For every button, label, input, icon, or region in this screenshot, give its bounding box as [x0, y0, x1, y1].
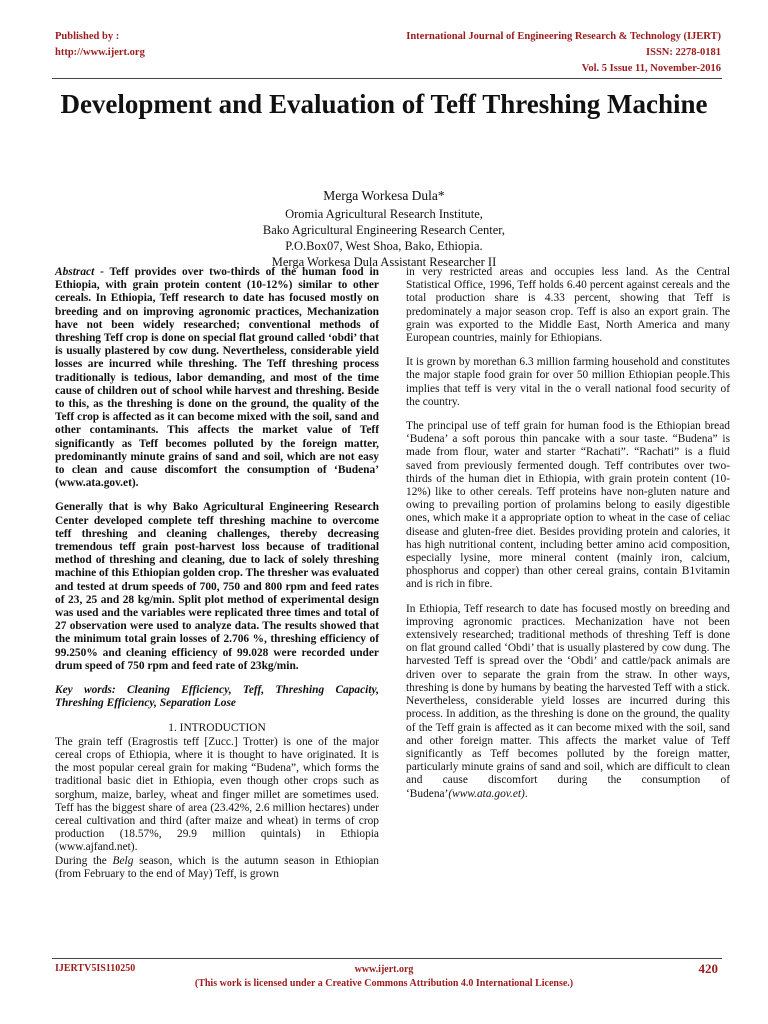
- header-divider: [52, 78, 722, 79]
- intro-text: season, which is the autumn season in Ethiopian (from February to the end of May) Teff, is grown: [55, 854, 379, 880]
- affiliation-line: P.O.Box07, West Shoa, Bako, Ethiopia.: [285, 239, 483, 253]
- paper-title: Development and Evaluation of Teff Threshing Machine: [60, 89, 708, 119]
- body-text: In Ethiopia, Teff research to date has focused mostly on breeding and improving agronomic practices. Mechanization have not been extensively researched; traditional methods of threshing Teff is done on flat ground called ‘Obdi’ that is usually plastered by cow dung. The harvested Teff is spread over the ‘Obdi’ and cattle/pack animals are driven over to separate the grain from the straw. In other ways, threshing is done by humans by beating the harvested Teff with a stick. Nevertheless, considerable yield losses are incurred during this process. In addition, as the threshing is done on the ground, the quality of the Teff grain is affected as it can become mixed with the soil, sand and other foreign matter. This affects the market value of Teff significantly as Teff becomes polluted by the foreign matter, particularly minute grains of sand and soil, which are difficult to clean and cause discomfort during the consumption of ‘Budena’: [406, 602, 730, 800]
- footer-url-link[interactable]: www.ijert.org: [354, 964, 414, 975]
- intro-text: During the: [55, 854, 113, 867]
- volume-issue: Vol. 5 Issue 11, November-2016: [581, 63, 721, 74]
- published-by-label: Published by :: [55, 31, 120, 42]
- right-column: [406, 266, 730, 812]
- affiliation-line: Oromia Agricultural Research Institute,: [285, 207, 483, 221]
- page-number: 420: [698, 961, 718, 976]
- abstract-paragraph: [55, 266, 379, 490]
- author-name: Merga Workesa Dula*: [323, 188, 445, 203]
- site-url-link[interactable]: http://www.ijert.org: [55, 47, 145, 58]
- intro-paragraph-2: [55, 855, 379, 881]
- footer-divider: [52, 958, 722, 959]
- paper-code: IJERTV5IS110250: [55, 963, 136, 974]
- left-column: [55, 266, 379, 881]
- intro-paragraph: The grain teff (Eragrostis teff [Zucc.] Trotter) is one of the major cereal crops of Ethiopia, where it is thought to have originated. It is the most popular cereal grain for making “Budena”, which forms the traditional basic diet in Ethiopia, even though other crops such as sorghum, maize, barley, wheat and finger millet are sometimes used. Teff has the biggest share of area (23.42%, 2.6 million hectares) under cereal cultivation and third (after maize and wheat) in terms of crop production (18.57%, 29.9 million quintals) in Ethiopia (www.ajfand.net).: [55, 735, 379, 854]
- header-journal-info: [406, 29, 721, 77]
- affiliation-line: Merga Workesa Dula Assistant Researcher II: [271, 255, 497, 269]
- keywords: Key words: Cleaning Efficiency, Teff, Threshing Capacity, Threshing Efficiency, Separation Lose: [55, 684, 379, 710]
- citation: (www.ata.gov.et): [448, 787, 525, 800]
- body-paragraph: [406, 603, 730, 801]
- body-paragraph: It is grown by morethan 6.3 million farming household and constitutes the major staple food grain for over 50 million Ethiopian people.This implies that teff is very vital in the o verall national food security of the country.: [406, 356, 730, 408]
- footer-center: [0, 963, 768, 991]
- affiliation-line: Bako Agricultural Engineering Research Center,: [262, 223, 506, 237]
- journal-name: International Journal of Engineering Research & Technology (IJERT): [406, 31, 721, 42]
- license-note: (This work is licensed under a Creative Commons Attribution 4.0 International License.): [194, 978, 574, 989]
- abstract-text: Teff provides over two-thirds of the human food in Ethiopia, with grain protein content (10-12%) similar to other cereals. In Ethiopia, Teff research to date has focused mostly on breeding and on improving agronomic practices, Mechanization have not been widely researched; conventional methods of threshing Teff crop is done on special flat ground called ‘obdi’ that is usually plastered by cow dung. Nevertheless, considerable yield losses are incurred while threshing. The Teff threshing process traditionally is tedious, labor demanding, and most of the time cause of children out of school while harvest and threshing. Beside to this, as the threshing is done on the ground, the quality of the Teff crop is affected as it can become mixed with the soil, sand and other contaminants. This affects the market value of Teff significantly as Teff becomes polluted by the foreign matter, predominantly minute grains of sand and soil, which are not easy to clean and cause discomfort the consumption of ‘Budena’ (www.ata.gov.et).: [55, 266, 379, 490]
- author-block: [100, 188, 668, 270]
- header-publisher: [55, 29, 145, 61]
- abstract-paragraph-2: Generally that is why Bako Agricultural Engineering Research Center developed complete teff threshing machine to overcome teff threshing and cleaning challenges, thereby decreasing tremendous teff grain post-harvest loss because of traditional method of threshing and cleaning, due to lack of solely threshing machine of this Ethiopian golden crop. The thresher was evaluated and tested at drum speeds of 700, 750 and 800 rpm and feed rates of 23, 25 and 28 kg/min. Split plot method of experimental design was used and the variables were replicated three times and total of 27 observation were used to analyze data. The results showed that the minimum total grain losses of 2.706 %, threshing efficiency of 99.250% and cleaning efficiency of 99.028 were recorded under drum speed of 750 rpm and feed rate of 23kg/min.: [55, 501, 379, 672]
- section-heading-introduction: 1. INTRODUCTION: [168, 721, 266, 734]
- body-text: .: [524, 787, 528, 800]
- body-paragraph: in very restricted areas and occupies less land. As the Central Statistical Office, 1996, Teff holds 6.40 percent against cereals and the total production share is 4.33 percent, showing that Teff is predominately a major season crop. Teff is also an export grain. The grain was exported to the Middle East, North America and many European countries, mainly for Ethiopians.: [406, 266, 730, 345]
- body-paragraph: The principal use of teff grain for human food is the Ethiopian bread ‘Budena’ a soft porous thin pancake with a sour taste. “Budena” is made from flour, water and starter “Rachati”. “Rachati” is a fluid saved from previously fermented dough. Teff contributes over two-thirds of the human diet in Ethiopia, with grain protein content (10-12%) like to other cereals. Teff proteins have non-gluten nature and owing to prevailing portion of prolamins belong to easily digestible ones, which make it a appropriate option to wheat in the case of celiac disease and gluten-free diet. Besides providing protein and calories, it has high nutritional content, including better amino acid composition, especially lysine, more mineral content (mainly iron, calcium, phosphorus and copper) than other cereal grains, contain B1vitamin and is rich in fibre.: [406, 420, 730, 591]
- belg-term: Belg: [112, 854, 134, 867]
- abstract-label: Abstract -: [55, 266, 104, 278]
- issn: ISSN: 2278-0181: [646, 47, 721, 58]
